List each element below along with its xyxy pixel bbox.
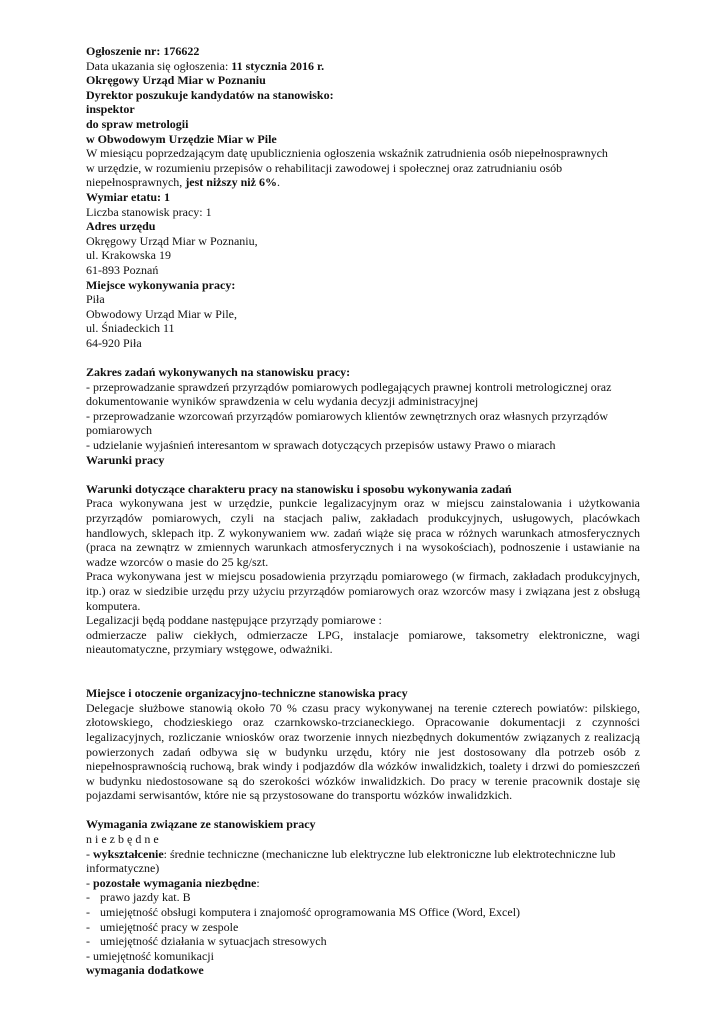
duties-heading: Zakres zadań wykonywanych na stanowisku pracy: <box>86 365 351 380</box>
director-line: Dyrektor poszukuje kandydatów na stanowisko: <box>86 87 334 102</box>
environment-text <box>86 701 640 803</box>
work-nature-heading: Warunki dotyczące charakteru pracy na stanowisku i sposobu wykonywania zadań <box>86 481 512 496</box>
disability-line-2: w urzędzie, w rozumieniu przepisów o rehabilitacji zawodowej i społecznej oraz zatrudnianiu osób <box>86 160 563 175</box>
office-address-line: ul. Krakowska 19 <box>86 248 171 263</box>
duty-line: - udzielanie wyjaśnień interesantom w sprawach dotyczących przepisów ustawy Prawo o miarach <box>86 438 556 453</box>
duty-line: - przeprowadzanie wzorcowań przyrządów pomiarowych klientów zewnętrznych oraz własnych przyrządów <box>86 408 609 423</box>
duty-line: - przeprowadzanie sprawdzeń przyrządów pomiarowych podlegających prawnej kontroli metrologicznej oraz <box>86 379 612 394</box>
paragraph: Praca wykonywana jest w miejscu posadowienia przyrządu pomiarowego (w firmach, zakładach produkcyjnych, itp.) oraz w siedzibie urzędu przy użyciu przyrządów pomiarowych oraz wzorców masy i związana jest z obsługą komputera. <box>86 569 640 613</box>
publication-date: Data ukazania się ogłoszenia: 11 stycznia 2016 r. <box>86 58 325 73</box>
requirement-item: - umiejętność pracy w zespole <box>86 919 239 934</box>
workload: Wymiar etatu: 1 <box>86 189 170 204</box>
office-name: Okręgowy Urząd Miar w Poznaniu <box>86 73 266 88</box>
office-address-heading: Adres urzędu <box>86 219 156 234</box>
notice-number: Ogłoszenie nr: 176622 <box>86 44 200 58</box>
work-conditions-heading: Warunki pracy <box>86 452 165 467</box>
additional-requirements-heading: wymagania dodatkowe <box>86 963 204 978</box>
requirement-item: - umiejętność działania w sytuacjach stresowych <box>86 934 327 949</box>
duty-line: dokumentowanie wyników sprawdzenia w celu wydania decyzji administracyjnej <box>86 394 479 409</box>
workplace-line: Piła <box>86 292 105 307</box>
workplace-line: Obwodowy Urząd Miar w Pile, <box>86 306 237 321</box>
paragraph: Delegacje służbowe stanowią około 70 % czasu pracy wykonywanej na terenie czterech powiatów: pilskiego, złotowskiego, chodzieskiego oraz czarnkowsko-trzcianeckiego. Opracowanie dokumentacji z czynności legalizacyjnych, rozliczanie wniosków oraz tworzenie innych niezbędnych dokumentów związanych z realizacją powierzonych zadań odbywa się w budynku urzędu, który nie jest dostosowany dla potrzeb osób z niepełnosprawnością ruchową, brak windy i podjazdów dla wózków inwalidzkich, toalety i drzwi do pomieszczeń w budynku niedostosowane są do szerokości wózków inwalidzkich. Do pracy w terenie pracownik dostaje się pojazdami serwisantów, które nie są przystosowane do transportu wózków inwalidzkich. <box>86 700 640 803</box>
required-label: n i e z b ę d n e <box>86 832 159 847</box>
paragraph: odmierzacze paliw ciekłych, odmierzacze LPG, instalacje pomiarowe, taksometry elektroniczne, wagi nieautomatyczne, przymiary wstęgowe, odważniki. <box>86 627 640 657</box>
position-location: w Obwodowym Urzędzie Miar w Pile <box>86 131 277 146</box>
requirements-heading: Wymagania związane ze stanowiskiem pracy <box>86 817 316 832</box>
position-title: inspektor <box>86 102 135 117</box>
job-notice-document <box>86 44 640 978</box>
education-requirement-cont: informatyczne) <box>86 861 160 876</box>
work-nature-text <box>86 496 640 657</box>
disability-line-3: niepełnosprawnych, jest niższy niż 6%. <box>86 175 280 190</box>
paragraph: Praca wykonywana jest w urzędzie, punkcie legalizacyjnym oraz w miejscu zainstalowania i użytkowania przyrządów pomiarowych, czyli na stacjach paliw, zakładach produkcyjnych, usługowych, placówkach handlowych, sklepach itp. Z wykonywaniem ww. zadań wiąże się praca w różnych warunkach atmosferycznych (praca na zewnątrz w zmiennych warunkach atmosferycznych i na wysokościach), podnoszenie i ustawianie na wadze wzorców o masie do 25 kg/szt. <box>86 496 640 569</box>
other-requirements: - pozostałe wymagania niezbędne: <box>86 875 260 890</box>
office-address-line: Okręgowy Urząd Miar w Poznaniu, <box>86 233 258 248</box>
requirement-item: - umiejętność komunikacji <box>86 948 214 963</box>
workplace-line: 64-920 Piła <box>86 335 142 350</box>
requirement-item: - prawo jazdy kat. B <box>86 890 191 905</box>
environment-heading: Miejsce i otoczenie organizacyjno-techniczne stanowiska pracy <box>86 686 408 701</box>
workplace-line: ul. Śniadeckich 11 <box>86 321 175 336</box>
workplace-heading: Miejsce wykonywania pracy: <box>86 277 236 292</box>
duty-line: pomiarowych <box>86 423 152 438</box>
requirement-item: - umiejętność obsługi komputera i znajomość oprogramowania MS Office (Word, Excel) <box>86 905 521 920</box>
disability-line-1: W miesiącu poprzedzającym datę upublicznienia ogłoszenia wskaźnik zatrudnienia osób niepełnosprawnych <box>86 146 608 161</box>
education-requirement: - wykształcenie: średnie techniczne (mechaniczne lub elektryczne lub elektroniczne lub elektrotechniczne lub <box>86 846 616 861</box>
paragraph: Legalizacji będą poddane następujące przyrządy pomiarowe : <box>86 613 382 628</box>
office-address-line: 61-893 Poznań <box>86 262 159 277</box>
positions-count: Liczba stanowisk pracy: 1 <box>86 204 212 219</box>
position-subtitle: do spraw metrologii <box>86 116 189 131</box>
